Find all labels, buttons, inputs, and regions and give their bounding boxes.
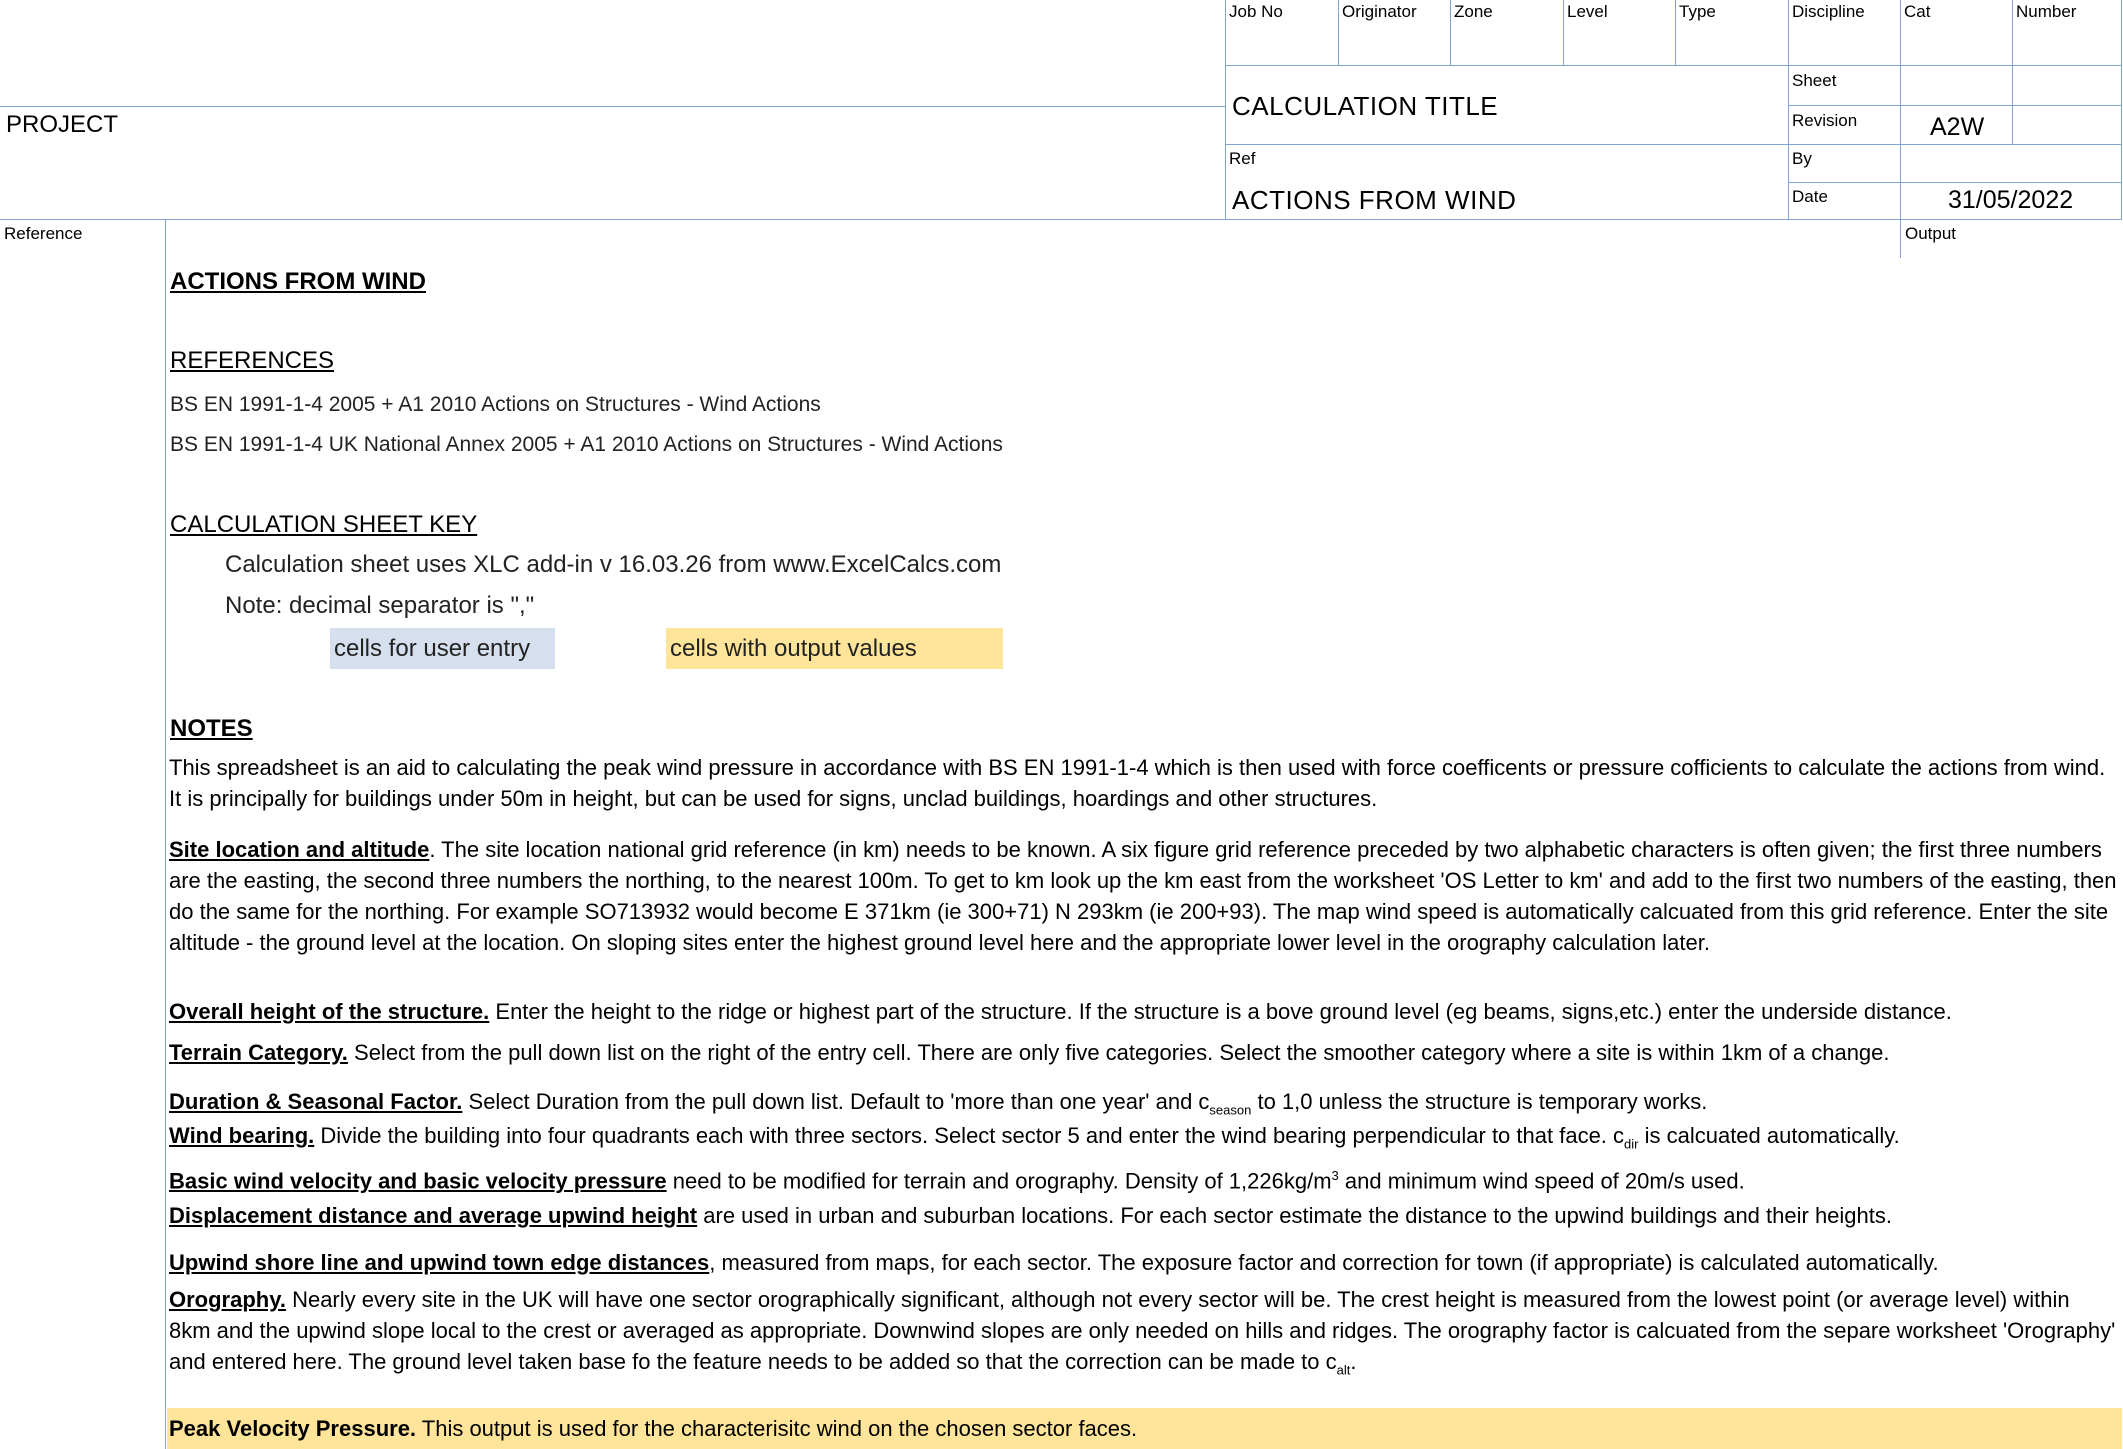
note-site-location	[169, 834, 2117, 958]
note-text: Nearly every site in the UK will have one sector orographically significant, although not every sector will be. The crest height is measured from the lowest point (or average level) within 8km and the upwind slope local to the crest or averaged as appropriate. Downwind slopes are only needed on hills and ridges. The orography factor is calcuated from the separe worksheet 'Orography' and entered here. The ground level taken base fo the feature needs to be added so that the correction can be made to c	[169, 1287, 2116, 1374]
note-label: Peak Velocity Pressure.	[169, 1416, 417, 1441]
note-subscript: alt	[1336, 1362, 1351, 1378]
date-label: Date	[1792, 187, 1828, 206]
note-label: Basic wind velocity and basic velocity pressure	[169, 1168, 667, 1194]
note-text: Enter the height to the ridge or highest part of the structure. If the structure is a bove ground level (eg beams, signs,etc.) enter the underside distance.	[489, 999, 1952, 1024]
note-text: Divide the building into four quadrants each with three sectors. Select sector 5 and enter the wind bearing perpendicular to that face. c	[314, 1123, 1625, 1148]
intro-line: This spreadsheet is an aid to calculating the peak wind pressure in accordance with BS EN 1991-1-4 which is then used with force coefficents or pressure cofficients to calculate the actions from wind.	[169, 755, 2106, 780]
level-label: Level	[1567, 2, 1608, 21]
note-text: need to be modified for terrain and orography. Density of 1,226kg/m	[666, 1168, 1332, 1194]
note-peak-velocity-pressure	[169, 1413, 1137, 1444]
revision-value[interactable]: A2W	[1930, 113, 1985, 141]
by-label: By	[1792, 149, 1812, 168]
header-divider	[1788, 105, 2122, 106]
job-no-label: Job No	[1229, 2, 1283, 21]
note-label: Displacement distance and average upwind height	[169, 1203, 698, 1228]
note-subscript: season	[1209, 1102, 1252, 1118]
revision-label: Revision	[1792, 111, 1858, 130]
sheet-label: Sheet	[1792, 71, 1837, 90]
page-title: ACTIONS FROM WIND	[170, 268, 426, 295]
header-divider	[2012, 0, 2013, 145]
note-upwind-shore-line	[169, 1247, 1939, 1278]
user-entry-key-cell	[330, 628, 555, 669]
header-divider	[1338, 0, 1339, 65]
key-decimal-note: Note: decimal separator is ","	[225, 592, 535, 619]
key-addin-note: Calculation sheet uses XLC add-in v 16.03.26 from www.ExcelCalcs.com	[225, 551, 1002, 578]
project-label: PROJECT	[6, 111, 119, 138]
note-overall-height	[169, 996, 1952, 1027]
output-key-label: cells with output values	[670, 635, 917, 662]
note-label: Upwind shore line and upwind town edge distances	[169, 1250, 710, 1275]
header-divider	[0, 106, 1225, 107]
note-text: Select Duration from the pull down list. Default to 'more than one year' and c	[462, 1089, 1210, 1114]
output-column-label: Output	[1905, 224, 1957, 243]
reference-column-divider	[165, 220, 166, 1449]
reference-item: BS EN 1991-1-4 2005 + A1 2010 Actions on Structures - Wind Actions	[170, 393, 821, 416]
note-text: Select from the pull down list on the right of the entry cell. There are only five categories. Select the smoother category where a site is within 1km of a change.	[347, 1040, 1890, 1065]
calculation-title-value[interactable]: ACTIONS FROM WIND	[1232, 185, 1517, 215]
note-text: is calcuated automatically.	[1638, 1123, 1900, 1148]
note-text: This output is used for the characterisitc wind on the chosen sector faces.	[416, 1416, 1138, 1441]
header-divider	[0, 219, 2122, 220]
zone-label: Zone	[1454, 2, 1493, 21]
note-label: Overall height of the structure.	[169, 999, 490, 1024]
header-divider	[1225, 0, 1226, 220]
header-divider	[1563, 0, 1564, 65]
note-label: Site location and altitude	[169, 837, 430, 862]
intro-line: It is principally for buildings under 50m in height, but can be used for signs, unclad buildings, hoardings and other structures.	[169, 786, 1378, 811]
note-basic-wind-velocity	[169, 1160, 1745, 1196]
note-text: and minimum wind speed of 20m/s used.	[1338, 1168, 1745, 1194]
header-divider	[1225, 144, 2122, 145]
reference-column-label: Reference	[4, 224, 83, 243]
note-displacement-distance	[169, 1200, 1892, 1231]
note-text: .	[1350, 1349, 1357, 1374]
calculation-sheet-key-heading: CALCULATION SHEET KEY	[170, 511, 478, 538]
ref-label: Ref	[1229, 149, 1256, 168]
output-key-cell	[666, 628, 1003, 669]
originator-label: Originator	[1342, 2, 1417, 21]
note-text: are used in urban and suburban locations. For each sector estimate the distance to the upwind buildings and their heights.	[697, 1203, 1892, 1228]
note-label: Wind bearing.	[169, 1123, 315, 1148]
note-text: . The site location national grid reference (in km) needs to be known. A six figure grid reference preceded by two alphabetic characters is often given; the first three numbers are the easting, the second three numbers the northing, to the nearest 100m. To get to km look up the km east from the worksheet 'OS Letter to km' and add to the first two numbers of the easting, then do the same for the northing. For example SO713932 would become E 371km (ie 300+71) N 293km (ie 200+93). The map wind speed is automatically calcuated from this grid reference. Enter the site altitude - the ground level at the location. On sloping sites enter the highest ground level here and the appropriate lower level in the orography calculation later.	[169, 837, 2117, 955]
header-divider	[1788, 0, 1789, 220]
note-orography	[169, 1284, 2117, 1385]
calculation-title-label: CALCULATION TITLE	[1232, 91, 1499, 121]
cat-label: Cat	[1904, 2, 1931, 21]
note-superscript: 3	[1331, 1168, 1339, 1183]
note-label: Terrain Category.	[169, 1040, 348, 1065]
note-subscript: dir	[1624, 1136, 1639, 1152]
header-divider	[1450, 0, 1451, 65]
notes-heading: NOTES	[170, 715, 253, 742]
note-text: , measured from maps, for each sector. The exposure factor and correction for town (if appropriate) is calculated automatically.	[709, 1250, 1939, 1275]
date-value[interactable]: 31/05/2022	[1948, 186, 2074, 214]
reference-item: BS EN 1991-1-4 UK National Annex 2005 + A1 2010 Actions on Structures - Wind Actions	[170, 433, 1003, 456]
note-text: to 1,0 unless the structure is temporary works.	[1251, 1089, 1708, 1114]
note-label: Orography.	[169, 1287, 286, 1312]
number-label: Number	[2016, 2, 2077, 21]
note-wind-bearing	[169, 1120, 1900, 1159]
discipline-label: Discipline	[1792, 2, 1865, 21]
note-label: Duration & Seasonal Factor.	[169, 1089, 463, 1114]
type-label: Type	[1679, 2, 1716, 21]
user-entry-key-label: cells for user entry	[334, 635, 531, 662]
header-divider	[1788, 182, 2122, 183]
header-divider	[1675, 0, 1676, 65]
references-heading: REFERENCES	[170, 347, 335, 374]
header-divider	[2121, 0, 2122, 220]
header-divider	[1225, 65, 2122, 66]
note-terrain-category	[169, 1037, 1890, 1068]
peak-velocity-pressure-row	[167, 1408, 2122, 1449]
